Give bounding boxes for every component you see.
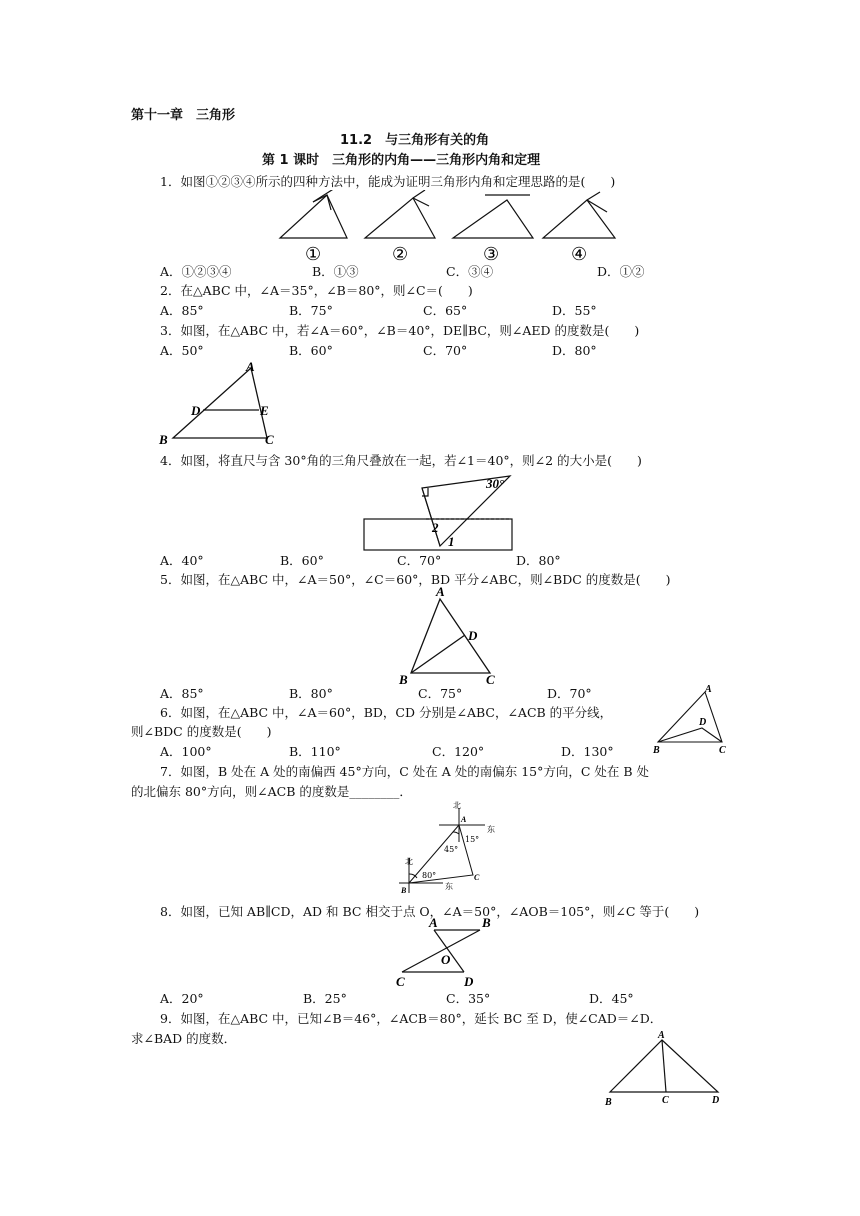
- q4-option-b: B．60°: [280, 553, 324, 568]
- q1-stem: 1．如图①②③④所示的四种方法中，能成为证明三角形内角和定理思路的是( ): [160, 174, 616, 189]
- q4-label-1: 1: [448, 534, 455, 549]
- q7-figure: [395, 798, 505, 900]
- q8-option-a: A．20°: [160, 991, 204, 1006]
- q6-figure: [650, 682, 730, 756]
- q4-option-d: D．80°: [516, 553, 561, 568]
- q7-label-north-b: 北: [405, 857, 413, 866]
- q6-label-a: A: [705, 684, 712, 695]
- section-title: 11.2 与三角形有关的角: [340, 133, 490, 148]
- lesson-title: 第 1 课时 三角形的内角——三角形内角和定理: [262, 153, 541, 168]
- chapter-title: 第十一章 三角形: [131, 108, 236, 123]
- q9-label-a: A: [658, 1030, 665, 1041]
- q4-option-c: C．70°: [397, 553, 442, 568]
- q7-label-b: B: [401, 886, 407, 895]
- q7-label-east-b: 东: [445, 882, 453, 891]
- q3-option-d: D．80°: [552, 343, 597, 358]
- q1-fig-label-2: ②: [392, 244, 409, 264]
- q5-label-d: D: [468, 628, 478, 643]
- q1-option-a: A．①②③④: [160, 264, 232, 279]
- q8-stem: 8．如图，已知 AB∥CD，AD 和 BC 相交于点 O，∠A＝50°，∠AOB＝105°，则∠C 等于( ): [160, 904, 700, 919]
- q6-option-b: B．110°: [289, 744, 341, 759]
- q6-label-b: B: [653, 745, 660, 756]
- q6-option-d: D．130°: [561, 744, 614, 759]
- q4-label-2: 2: [432, 520, 439, 535]
- q8-option-c: C．35°: [446, 991, 491, 1006]
- q2-option-d: D．55°: [552, 303, 597, 318]
- q3-stem: 3．如图，在△ABC 中，若∠A＝60°，∠B＝40°，DE∥BC，则∠AED 的度数是( ): [160, 323, 640, 338]
- q3-label-c: C: [265, 432, 274, 447]
- q3-label-a: A: [246, 359, 255, 374]
- q1-option-d: D．①②: [597, 264, 645, 279]
- q8-label-c: C: [396, 974, 405, 989]
- q7-stem-line2: 的北偏东 80°方向，则∠ACB 的度数是________．: [131, 784, 412, 799]
- q8-figure: [392, 914, 502, 990]
- q5-figure: [395, 585, 505, 687]
- q2-stem: 2．在△ABC 中，∠A＝35°，∠B＝80°，则∠C＝( ): [160, 283, 473, 298]
- q2-option-c: C．65°: [423, 303, 468, 318]
- q5-stem: 5．如图，在△ABC 中，∠A＝50°，∠C＝60°，BD 平分∠ABC，则∠BDC 的度数是( ): [160, 572, 671, 587]
- q7-label-c: C: [474, 873, 480, 882]
- q9-stem-line2: 求∠BAD 的度数．: [131, 1031, 237, 1046]
- q6-label-d: D: [699, 717, 707, 728]
- q4-option-a: A．40°: [160, 553, 204, 568]
- q8-option-b: B．25°: [303, 991, 347, 1006]
- q9-figure: [600, 1028, 730, 1110]
- q5-label-a: A: [436, 585, 445, 599]
- q8-label-b: B: [482, 915, 491, 930]
- q7-label-north-a: 北: [453, 801, 461, 810]
- q4-label-30: 30°: [486, 476, 505, 491]
- q1-fig-label-3: ③: [483, 244, 500, 264]
- q8-option-d: D．45°: [589, 991, 634, 1006]
- q1-fig-label-4: ④: [571, 244, 588, 264]
- q9-label-d: D: [712, 1095, 720, 1106]
- q7-label-80: 80°: [422, 871, 437, 880]
- q7-label-45: 45°: [444, 845, 459, 854]
- q3-figure: [155, 358, 285, 450]
- q5-option-c: C．75°: [418, 686, 463, 701]
- q6-option-c: C．120°: [432, 744, 485, 759]
- q2-option-b: B．75°: [289, 303, 333, 318]
- q9-label-b: B: [605, 1097, 612, 1108]
- q9-stem-line1: 9．如图，在△ABC 中，已知∠B＝46°，∠ACB＝80°，延长 BC 至 D，使∠CAD＝∠D．: [160, 1011, 663, 1026]
- q8-label-o: O: [441, 952, 451, 967]
- q7-label-15: 15°: [465, 835, 480, 844]
- q3-option-c: C．70°: [423, 343, 468, 358]
- q6-label-c: C: [719, 745, 726, 756]
- q5-option-b: B．80°: [289, 686, 333, 701]
- q8-label-d: D: [464, 974, 474, 989]
- q3-option-b: B．60°: [289, 343, 333, 358]
- q3-label-d: D: [191, 403, 201, 418]
- q7-label-east-a: 东: [487, 825, 495, 834]
- q4-stem: 4．如图，将直尺与含 30°角的三角尺叠放在一起，若∠1＝40°，则∠2 的大小是( ): [160, 453, 642, 468]
- q3-option-a: A．50°: [160, 343, 204, 358]
- q3-label-b: B: [159, 432, 168, 447]
- q8-label-a: A: [429, 915, 438, 930]
- q6-stem-line2: 则∠BDC 的度数是( ): [131, 724, 272, 739]
- q9-label-c: C: [662, 1095, 669, 1106]
- q7-label-a: A: [461, 815, 467, 824]
- q7-stem-line1: 7．如图，B 处在 A 处的南偏西 45°方向，C 处在 A 处的南偏东 15°方向，C 处在 B 处: [160, 764, 650, 779]
- q5-label-c: C: [486, 672, 495, 687]
- q3-label-e: E: [260, 403, 269, 418]
- q2-option-a: A．85°: [160, 303, 204, 318]
- q5-label-b: B: [399, 672, 408, 687]
- q4-figure: [360, 468, 515, 552]
- q5-option-d: D．70°: [547, 686, 592, 701]
- q6-stem-line1: 6．如图，在△ABC 中，∠A＝60°，BD，CD 分别是∠ABC，∠ACB 的平分线，: [160, 705, 613, 720]
- q1-option-c: C．③④: [446, 264, 494, 279]
- q1-figures: [275, 190, 635, 264]
- q1-option-b: B．①③: [312, 264, 359, 279]
- q5-option-a: A．85°: [160, 686, 204, 701]
- q1-fig-label-1: ①: [305, 244, 322, 264]
- q6-option-a: A．100°: [160, 744, 212, 759]
